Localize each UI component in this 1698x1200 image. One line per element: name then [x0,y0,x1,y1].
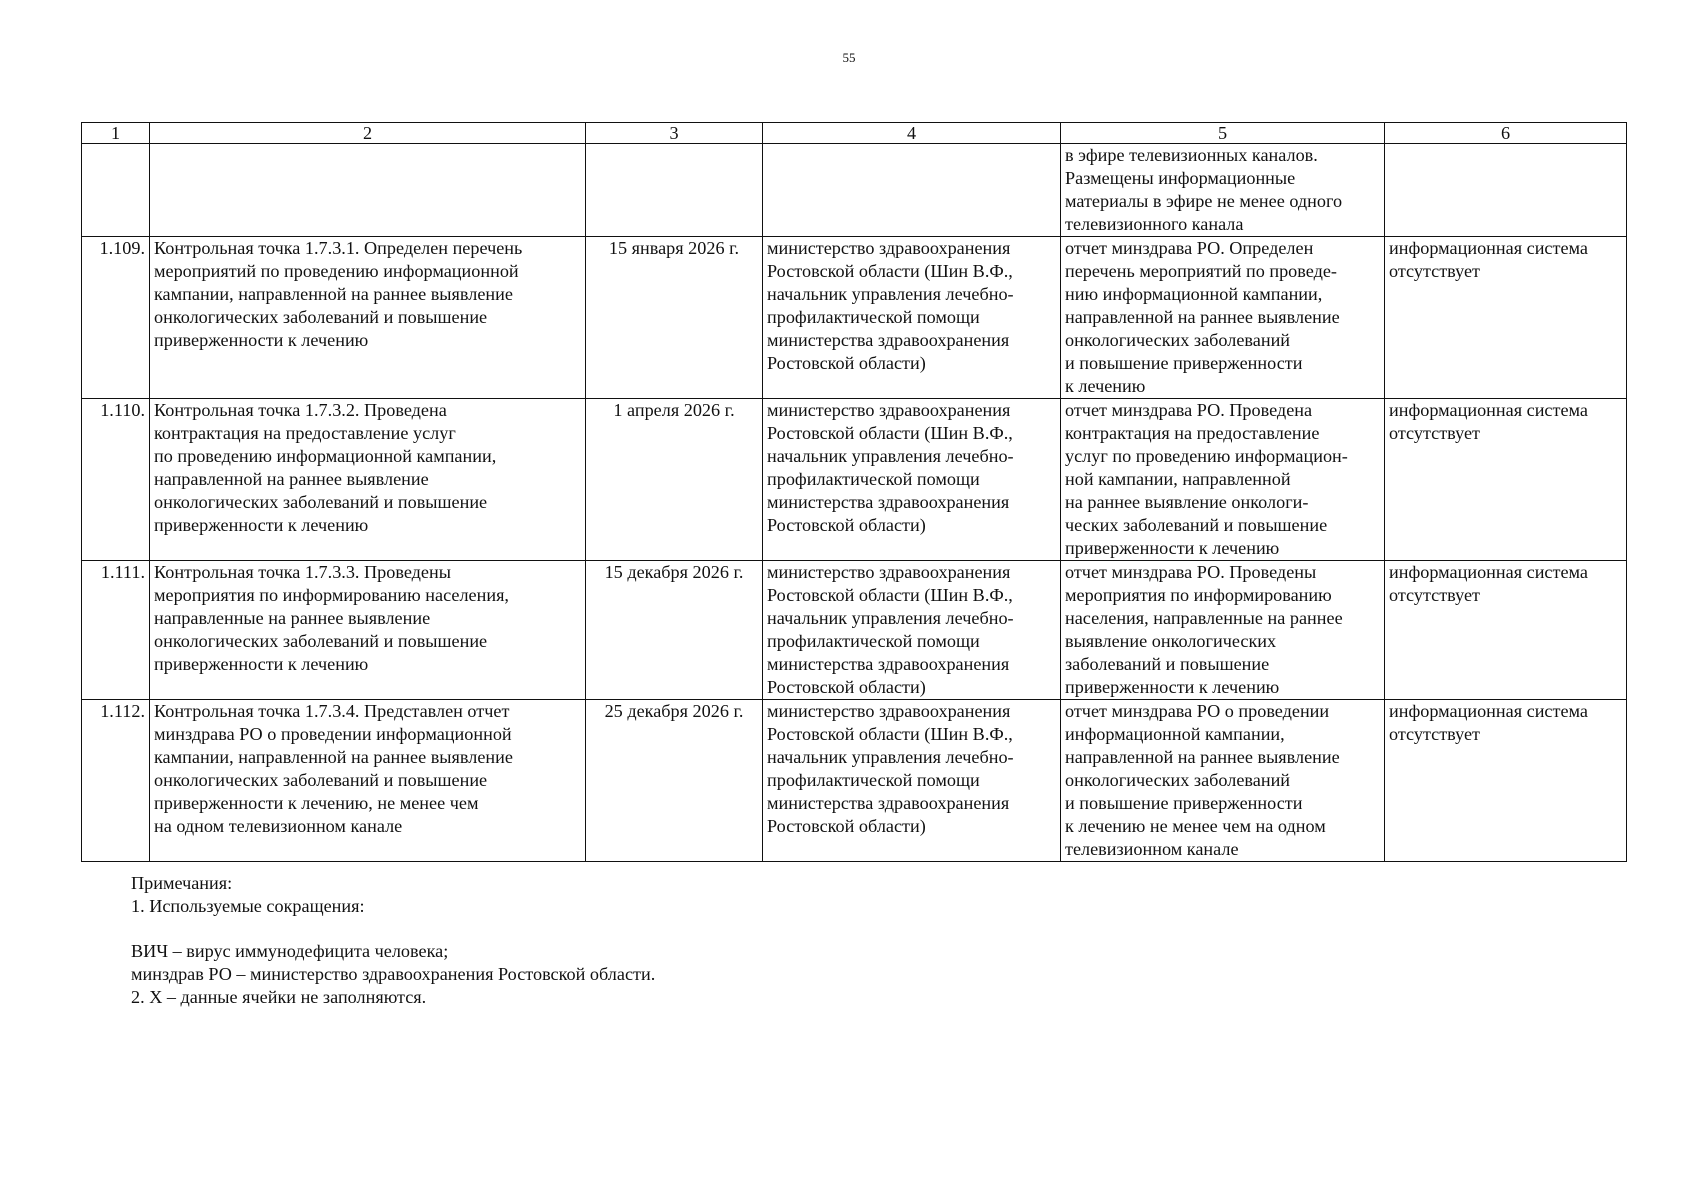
responsible-cell: министерство здравоохранения Ростовской области (Шин В.Ф., начальник управления лечебно- профилактической помощи министерства здравоохранения Ростовской области) [763,237,1061,399]
date-cell [586,144,763,237]
responsible-cell: министерство здравоохранения Ростовской области (Шин В.Ф., начальник управления лечебно- профилактической помощи министерства здравоохранения Ростовской области) [763,561,1061,700]
row-number: 1.111. [82,561,150,700]
result-cell: отчет минздрава РО о проведении информационной кампании, направленной на раннее выявление онкологических заболеваний и повышение приверженности к лечению не менее чем на одном телевизионном канале [1061,700,1385,862]
system-cell: информационная система отсутствует [1385,561,1627,700]
date-cell: 15 января 2026 г. [586,237,763,399]
event-cell: Контрольная точка 1.7.3.2. Проведена контрактация на предоставление услуг по проведению информационной кампании, направленной на раннее выявление онкологических заболеваний и повышение приверженности к лечению [150,399,586,561]
table-row [82,561,1627,700]
result-cell: отчет минздрава РО. Проведена контрактация на предоставление услуг по проведению информацион- ной кампании, направленной на раннее выявление онкологи- ческих заболеваний и повышение приверженности к лечению [1061,399,1385,561]
row-number [82,144,150,237]
column-header-5: 5 [1061,123,1385,144]
column-header-6: 6 [1385,123,1627,144]
date-cell: 15 декабря 2026 г. [586,561,763,700]
responsible-cell [763,144,1061,237]
column-header-4: 4 [763,123,1061,144]
abbreviation-minzdrav: минздрав РО – министерство здравоохранения Ростовской области. [131,964,656,984]
note-item-empty-cells: 2. Х – данные ячейки не заполняются. [131,987,427,1007]
column-header-1: 1 [82,123,150,144]
row-number: 1.110. [82,399,150,561]
date-cell: 25 декабря 2026 г. [586,700,763,862]
date-cell: 1 апреля 2026 г. [586,399,763,561]
result-cell: отчет минздрава РО. Определен перечень мероприятий по проведе- нию информационной кампании, направленной на раннее выявление онкологических заболеваний и повышение приверженности к лечению [1061,237,1385,399]
column-header-3: 3 [586,123,763,144]
event-cell [150,144,586,237]
page-number: 55 [842,50,856,65]
row-number: 1.109. [82,237,150,399]
event-cell: Контрольная точка 1.7.3.3. Проведены мероприятия по информированию населения, направленные на раннее выявление онкологических заболеваний и повышение приверженности к лечению [150,561,586,700]
result-cell: отчет минздрава РО. Проведены мероприятия по информированию населения, направленные на раннее выявление онкологических заболеваний и повышение приверженности к лечению [1061,561,1385,700]
note-item-abbreviations: 1. Используемые сокращения: [131,896,365,916]
notes-spacer [131,918,655,940]
system-cell: информационная система отсутствует [1385,237,1627,399]
notes-section [131,872,655,1009]
abbreviation-hiv: ВИЧ – вирус иммунодефицита человека; [131,941,449,961]
event-cell: Контрольная точка 1.7.3.4. Представлен отчет минздрава РО о проведении информационной кампании, направленной на раннее выявление онкологических заболеваний и повышение приверженности к лечению, не менее чем на одном телевизионном канале [150,700,586,862]
event-cell: Контрольная точка 1.7.3.1. Определен перечень мероприятий по проведению информационной кампании, направленной на раннее выявление онкологических заболеваний и повышение приверженности к лечению [150,237,586,399]
control-points-table [81,122,1627,862]
table-row [82,700,1627,862]
table-row [82,399,1627,561]
column-numbers-row [82,123,1627,144]
notes-title: Примечания: [131,873,233,893]
system-cell: информационная система отсутствует [1385,399,1627,561]
responsible-cell: министерство здравоохранения Ростовской области (Шин В.Ф., начальник управления лечебно- профилактической помощи министерства здравоохранения Ростовской области) [763,700,1061,862]
responsible-cell: министерство здравоохранения Ростовской области (Шин В.Ф., начальник управления лечебно- профилактической помощи министерства здравоохранения Ростовской области) [763,399,1061,561]
row-number: 1.112. [82,700,150,862]
system-cell: информационная система отсутствует [1385,700,1627,862]
system-cell [1385,144,1627,237]
table-row [82,237,1627,399]
table-row-continuation [82,144,1627,237]
column-header-2: 2 [150,123,586,144]
result-cell: в эфире телевизионных каналов. Размещены информационные материалы в эфире не менее одного телевизионного канала [1061,144,1385,237]
